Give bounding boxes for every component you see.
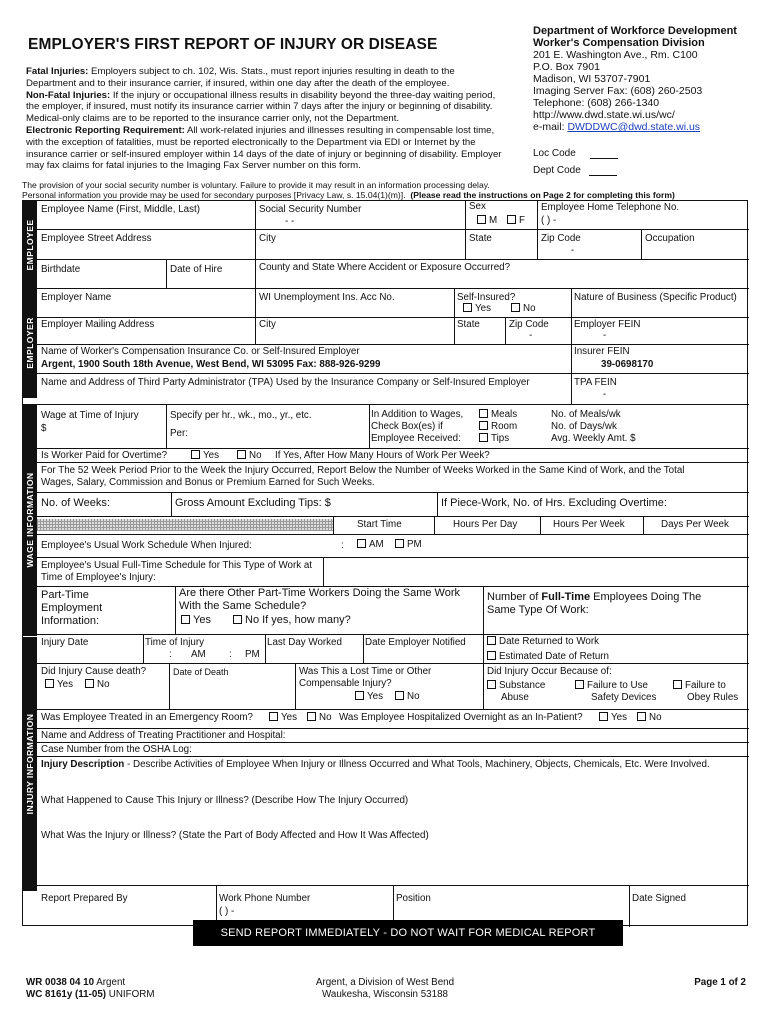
self-insured-no[interactable]: No	[511, 303, 536, 314]
fulltime-schedule-2: Time of Employee's Injury:	[41, 572, 156, 583]
fifty-two-week-1: For The 52 Week Period Prior to the Week the Injury Occurred, Report Below the Number of Weeks Worked in the Same Kind of Work, and the Total	[41, 465, 685, 476]
avg-weekly-amount: Avg. Weekly Amt. $	[551, 433, 636, 444]
hospital-question: Was Employee Hospitalized Overnight as an In-Patient?	[339, 712, 583, 723]
home-phone-label: Employee Home Telephone No.	[541, 202, 680, 213]
injury-time-label: Time of Injury	[145, 637, 204, 648]
hospital-no[interactable]: No	[637, 712, 662, 723]
what-was-label: What Was the Injury or Illness? (State the Part of Body Affected and How It Was Affected)	[41, 830, 429, 841]
injury-description-label: Injury Description - Describe Activities of Employee When Injury or Illness Occurred and What Tools, Machinery, Objects, Chemicals, Etc. Were Involved.	[41, 759, 710, 770]
in-addition-1: In Addition to Wages,	[371, 409, 464, 420]
employee-state-label: State	[469, 233, 492, 244]
hospital-yes-checkbox[interactable]	[599, 712, 608, 721]
section-employer: EMPLOYER	[23, 288, 37, 398]
sex-female[interactable]: F	[507, 215, 525, 226]
hours-per-day-header: Hours Per Day	[453, 519, 518, 530]
usual-schedule-label: Employee's Usual Work Schedule When Injured:	[41, 540, 252, 551]
returned-to-work[interactable]: Date Returned to Work	[487, 636, 599, 647]
dept-line2: Worker's Compensation Division	[533, 37, 705, 49]
privacy-notice	[22, 180, 762, 200]
publisher-line1: Argent, a Division of West Bend	[315, 977, 455, 988]
death-no-checkbox[interactable]	[85, 679, 94, 688]
lost-time-no-checkbox[interactable]	[395, 691, 404, 700]
schedule-pm-checkbox[interactable]	[395, 539, 404, 548]
fulltime-count-1: Number of Full-Time Employees Doing The	[487, 591, 702, 603]
employer-name-label: Employer Name	[41, 292, 112, 303]
section-employee: EMPLOYEE	[23, 201, 37, 288]
what-happened-label: What Happened to Cause This Injury or Illness? (Describe How The Injury Occurred)	[41, 795, 409, 806]
dept-addr2: P.O. Box 7901	[533, 61, 600, 73]
wage-per: Per:	[170, 428, 188, 439]
injury-time-colon-2: :	[229, 649, 232, 660]
dept-email-link[interactable]: DWDDWC@dwd.state.wi.us	[567, 121, 701, 133]
loc-code-field[interactable]	[590, 150, 618, 159]
county-label: County and State Where Accident or Exposure Occurred?	[259, 262, 511, 273]
employee-zip-dash: -	[571, 245, 575, 256]
tpa-fein-label: TPA FEIN	[574, 377, 617, 388]
injury-am: AM	[191, 649, 206, 660]
parttime-yes-checkbox[interactable]	[181, 615, 190, 624]
lost-time-2: Compensable Injury?	[299, 678, 392, 689]
failure-safety-checkbox[interactable]	[575, 680, 584, 689]
dept-web-link[interactable]: http://www.dwd.state.wi.us/wc/	[533, 109, 675, 121]
meals-checkbox[interactable]	[479, 409, 488, 418]
tips-checkbox[interactable]	[479, 433, 488, 442]
schedule-pm[interactable]: PM	[395, 539, 422, 550]
parttime-3: Information:	[41, 615, 100, 627]
lost-time-yes[interactable]: Yes	[355, 691, 383, 702]
birthdate-label: Birthdate	[41, 264, 81, 275]
piece-work-label: If Piece-Work, No. of Hrs. Excluding Overtime:	[441, 497, 667, 509]
in-addition-3: Employee Received:	[371, 433, 461, 444]
nonfatal-text: If the injury or occupational illness results in disability beyond the three-day waiting period, the employer, if insured, must notify its insurance carrier within 7 days after the injury or beginning of disability. Medical-only claims are to be reported to the insurance carrier only, not the Department.	[26, 89, 496, 125]
dept-phone: Telephone: (608) 266-1340	[533, 97, 660, 109]
er-yes[interactable]: Yes	[269, 712, 297, 723]
occur-because-label: Did Injury Occur Because of:	[487, 666, 612, 677]
parttime-no-checkbox[interactable]	[233, 615, 242, 624]
self-insured-yes-checkbox[interactable]	[463, 303, 472, 312]
hours-per-week-header: Hours Per Week	[553, 519, 625, 530]
gross-amount-label: Gross Amount Excluding Tips: $	[175, 497, 331, 509]
estimated-return[interactable]: Estimated Date of Return	[487, 651, 609, 662]
work-phone-label: Work Phone Number	[219, 893, 311, 904]
sex-female-checkbox[interactable]	[507, 215, 516, 224]
date-of-death-label: Date of Death	[173, 667, 229, 677]
injury-time-colon: :	[169, 649, 172, 660]
substance-abuse-checkbox[interactable]	[487, 680, 496, 689]
room-option[interactable]: Room	[479, 421, 517, 432]
last-day-worked-label: Last Day Worked	[267, 637, 342, 648]
meals-per-week: No. of Meals/wk	[551, 409, 621, 420]
dept-code-label: Dept Code	[533, 165, 581, 176]
loc-code	[533, 148, 618, 159]
employer-fein-label: Employer FEIN	[574, 319, 641, 330]
self-insured-label: Self-Insured?	[457, 292, 516, 303]
ui-acc-label: WI Unemployment Ins. Acc No.	[259, 292, 395, 303]
send-immediately-banner: SEND REPORT IMMEDIATELY - DO NOT WAIT FOR MEDICAL REPORT	[193, 920, 623, 946]
footer-form-numbers: WR 0038 04 10 Argent WC 8161y (11-05) UNIFORM	[26, 977, 155, 1000]
dept-line1: Department of Workforce Development	[533, 25, 737, 37]
electronic-label: Electronic Reporting Requirement:	[26, 124, 185, 136]
lost-time-yes-checkbox[interactable]	[355, 691, 364, 700]
parttime-1: Part-Time	[41, 589, 89, 601]
privacy-line2: Personal information you provide may be used for secondary purposes [Privacy Law, s. 15.04(1)(m)].	[22, 190, 406, 200]
tips-option[interactable]: Tips	[479, 433, 509, 444]
dept-addr1: 201 E. Washington Ave., Rm. C100	[533, 49, 698, 61]
nonfatal-label: Non-Fatal Injuries:	[26, 89, 111, 101]
death-yes-checkbox[interactable]	[45, 679, 54, 688]
returned-checkbox[interactable]	[487, 636, 496, 645]
failure-obey[interactable]: Failure to	[673, 680, 726, 691]
form-title: EMPLOYER'S FIRST REPORT OF INJURY OR DISEASE	[28, 36, 438, 53]
intro-text	[26, 66, 506, 172]
fifty-two-week-2: Wages, Salary, Commission and Bonus or Premium Earned for Such Weeks.	[41, 477, 375, 488]
fulltime-count-2: Same Type Of Work:	[487, 604, 589, 616]
report-form	[22, 200, 748, 926]
lost-time-1: Was This a Lost Time or Other	[299, 666, 432, 677]
sex-male[interactable]: M	[477, 215, 497, 226]
days-per-week-header: Days Per Week	[661, 519, 729, 530]
employer-city-label: City	[259, 319, 276, 330]
hospital-no-checkbox[interactable]	[637, 712, 646, 721]
failure-safety[interactable]: Failure to Use	[575, 680, 648, 691]
injury-pm: PM	[245, 649, 260, 660]
wage-label: Wage at Time of Injury	[41, 410, 139, 421]
death-question: Did Injury Cause death?	[41, 666, 147, 677]
position-label: Position	[396, 893, 431, 904]
nature-business-label: Nature of Business (Specific Product)	[574, 292, 737, 303]
work-phone-format: ( ) -	[219, 906, 235, 917]
days-per-week-label: No. of Days/wk	[551, 421, 617, 432]
form-number-1: WR 0038 04 10	[26, 977, 95, 988]
sex-label: Sex	[469, 201, 486, 212]
failure-obey-2: Obey Rules	[687, 692, 739, 703]
insurer-fein-value: 39-0698170	[601, 359, 654, 370]
in-addition-2: Check Box(es) if	[371, 421, 443, 432]
overtime-no[interactable]: No	[237, 450, 262, 461]
schedule-am-checkbox[interactable]	[357, 539, 366, 548]
employer-fein-dash: -	[603, 330, 607, 341]
insurer-label: Name of Worker's Compensation Insurance Co. or Self-Insured Employer	[41, 346, 360, 357]
overtime-question: Is Worker Paid for Overtime?	[41, 450, 168, 461]
lost-time-no[interactable]: No	[395, 691, 420, 702]
failure-obey-checkbox[interactable]	[673, 680, 682, 689]
death-no[interactable]: No	[85, 679, 110, 690]
substance-abuse-2: Abuse	[501, 692, 529, 703]
prepared-by-label: Report Prepared By	[41, 893, 128, 904]
form-number-2: WC 8161y (11-05)	[26, 989, 107, 1000]
substance-abuse[interactable]: Substance	[487, 680, 545, 691]
er-no[interactable]: No	[307, 712, 332, 723]
hire-date-label: Date of Hire	[170, 264, 223, 275]
overtime-yes-checkbox[interactable]	[191, 450, 200, 459]
date-signed-label: Date Signed	[632, 893, 686, 904]
employee-zip-label: Zip Code	[541, 233, 581, 244]
start-time-header: Start Time	[357, 519, 402, 530]
employee-city-label: City	[259, 233, 276, 244]
practitioner-label: Name and Address of Treating Practitioner and Hospital:	[41, 730, 286, 741]
date-notified-label: Date Employer Notified	[365, 637, 466, 648]
room-checkbox[interactable]	[479, 421, 488, 430]
self-insured-no-checkbox[interactable]	[511, 303, 520, 312]
er-question: Was Employee Treated in an Emergency Room?	[41, 712, 254, 723]
injury-date-label: Injury Date	[41, 637, 89, 648]
insurer-fein-label: Insurer FEIN	[574, 346, 630, 357]
parttime-yes[interactable]: Yes	[181, 615, 211, 626]
dept-code-field[interactable]	[589, 167, 617, 176]
schedule-colon: :	[341, 540, 344, 551]
failure-safety-2: Safety Devices	[591, 692, 657, 703]
fatal-text: Employers subject to ch. 102, Wis. Stats., must report injuries resulting in death to the Department and to their insurance carrier, if insured, within one day after the death of the employee.	[26, 66, 455, 89]
meals-option[interactable]: Meals	[479, 409, 517, 420]
wage-specify: Specify per hr., wk., mo., yr., etc.	[170, 410, 312, 421]
section-injury: INJURY INFORMATION	[23, 637, 37, 891]
insurer-value: Argent, 1900 South 18th Avenue, West Bend, WI 53095 Fax: 888-926-9299	[41, 359, 381, 370]
tpa-fein-dash: -	[603, 389, 607, 400]
hospital-yes[interactable]: Yes	[599, 712, 627, 723]
overtime-no-checkbox[interactable]	[237, 450, 246, 459]
employer-state-label: State	[457, 319, 480, 330]
parttime-2: Employment	[41, 602, 103, 614]
ssn-format: - -	[285, 216, 295, 227]
death-yes[interactable]: Yes	[45, 679, 73, 690]
overtime-hours-question: If Yes, After How Many Hours of Work Per Week?	[275, 450, 490, 461]
employee-name-label: Employee Name (First, Middle, Last)	[41, 204, 200, 215]
privacy-line1: The provision of your social security number is voluntary. Failure to provide it may result in an information processing delay.	[22, 180, 490, 190]
footer-publisher	[270, 977, 500, 1001]
osha-label: Case Number from the OSHA Log:	[41, 744, 192, 755]
hatched-cell	[37, 519, 333, 531]
dept-code	[533, 165, 617, 176]
self-insured-yes[interactable]: Yes	[463, 303, 491, 314]
fatal-label: Fatal Injuries:	[26, 66, 89, 77]
employer-zip-dash: -	[529, 330, 533, 341]
electronic-text: All work-related injuries and illnesses resulting in compensable lost time, with the exception of fatalities, must be reported electronically to the Department via EDI or Internet by the insurance carrier or self-insured employer within 14 days of the date of injury or beginning of disability. Employer may fax claims for fatal injuries to the Imaging Fax Server number on this form.	[26, 124, 502, 172]
wage-dollar: $	[41, 423, 47, 434]
page-number: Page 1 of 2	[694, 977, 746, 988]
sex-male-checkbox[interactable]	[477, 215, 486, 224]
dept-fax: Imaging Server Fax: (608) 260-2503	[533, 85, 703, 97]
schedule-am[interactable]: AM	[357, 539, 384, 550]
street-address-label: Employee Street Address	[41, 233, 152, 244]
loc-code-label: Loc Code	[533, 148, 576, 159]
section-wage: WAGE INFORMATION	[23, 404, 37, 636]
mailing-address-label: Employer Mailing Address	[41, 319, 155, 330]
estimated-return-checkbox[interactable]	[487, 651, 496, 660]
other-parttime-2: With the Same Schedule?	[179, 600, 307, 612]
ssn-label: Social Security Number	[259, 204, 362, 215]
publisher-line2: Waukesha, Wisconsin 53188	[322, 989, 448, 1000]
dept-addr3: Madison, WI 53707-7901	[533, 73, 651, 85]
tpa-label: Name and Address of Third Party Administrator (TPA) Used by the Insurance Company or Self-Insured Employer	[41, 377, 530, 388]
num-weeks-label: No. of Weeks:	[41, 497, 110, 509]
employer-zip-label: Zip Code	[509, 319, 549, 330]
overtime-yes[interactable]: Yes	[191, 450, 219, 461]
occupation-label: Occupation	[645, 233, 695, 244]
er-no-checkbox[interactable]	[307, 712, 316, 721]
other-parttime-1: Are there Other Part-Time Workers Doing the Same Work	[179, 587, 460, 599]
parttime-no[interactable]: No If yes, how many?	[233, 615, 351, 626]
dept-email-label: e-mail:	[533, 121, 568, 133]
er-yes-checkbox[interactable]	[269, 712, 278, 721]
fulltime-schedule-1: Employee's Usual Full-Time Schedule for This Type of Work at	[41, 560, 313, 571]
home-phone-format: ( ) -	[541, 215, 557, 226]
department-block	[533, 25, 763, 133]
privacy-instructions: (Please read the instructions on Page 2 for completing this form)	[410, 190, 675, 200]
